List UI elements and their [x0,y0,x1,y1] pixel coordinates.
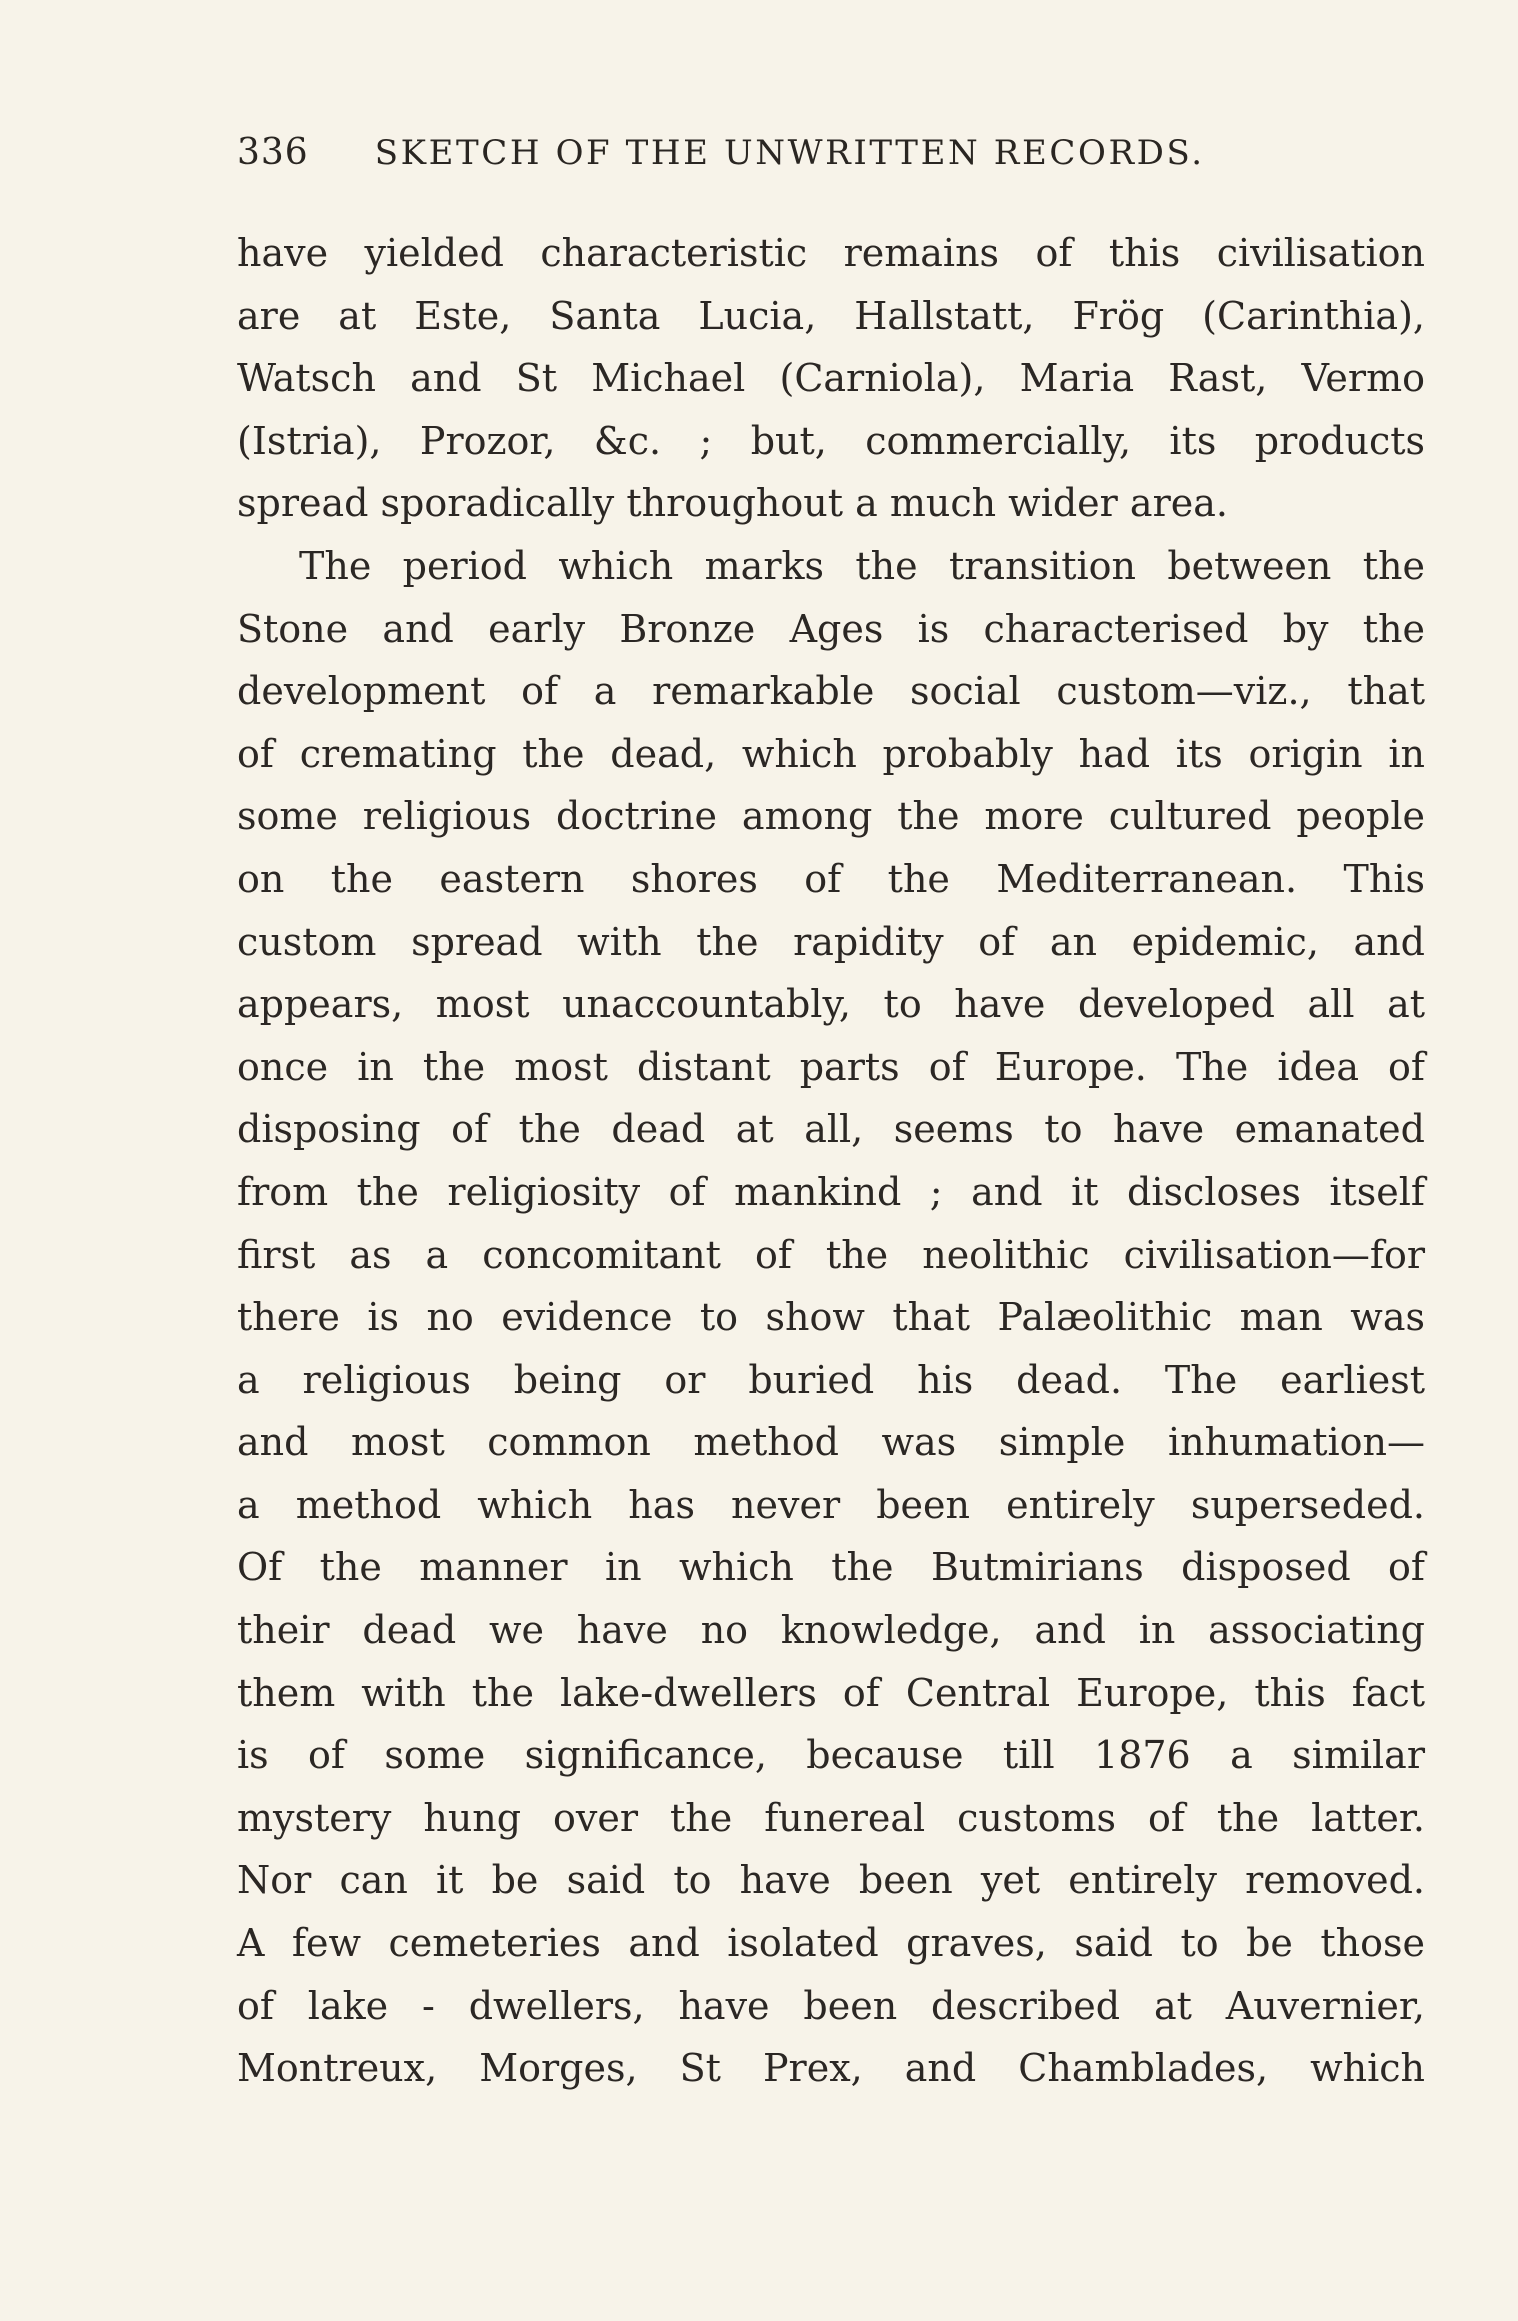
text-line: once in the most distant parts of Europe. The idea of [237,1044,1425,1089]
running-header [237,132,1417,192]
text-line: spread sporadically throughout a much wider area. [237,481,1228,526]
body-text [237,222,1425,2100]
text-line: have yielded characteristic remains of this civilisation [237,231,1425,275]
text-line: of cremating the dead, which probably had its origin in [237,731,1425,776]
text-line: Montreux, Morges, St Prex, and Chamblades, which [237,2046,1425,2091]
text-line: a method which has never been entirely superseded. [237,1482,1425,1527]
text-line: of lake - dwellers, have been described at Auvernier, [237,1983,1425,2028]
text-line: (Istria), Prozor, &c. ; but, commercially, its products [237,418,1425,463]
paragraph-start-line: The period which marks the transition between the [299,543,1425,588]
text-line: a religious being or buried his dead. The earliest [237,1357,1425,1402]
running-title: SKETCH OF THE UNWRITTEN RECORDS. [374,133,1205,173]
page-number: 336 [237,132,309,173]
text-line: their dead we have no knowledge, and in associating [237,1608,1425,1653]
text-line: on the eastern shores of the Mediterranean. This [237,856,1425,901]
text-line: some religious doctrine among the more cultured people [237,794,1425,839]
text-line: them with the lake-dwellers of Central Europe, this fact [237,1670,1425,1715]
text-line: and most common method was simple inhumation— [237,1420,1425,1465]
text-line: disposing of the dead at all, seems to have emanated [237,1107,1425,1152]
text-line: A few cemeteries and isolated graves, said to be those [237,1921,1425,1966]
text-line: Stone and early Bronze Ages is characterised by the [237,606,1425,651]
text-line: from the religiosity of mankind ; and it discloses itself [237,1169,1425,1214]
text-line: custom spread with the rapidity of an epidemic, and [237,919,1425,964]
text-line: are at Este, Santa Lucia, Hallstatt, Frög (Carinthia), [237,293,1425,338]
text-line: mystery hung over the funereal customs of the latter. [237,1795,1425,1840]
text-line: appears, most unaccountably, to have developed all at [237,982,1425,1027]
text-line: development of a remarkable social custom—viz., that [237,669,1425,714]
text-line: there is no evidence to show that Palæolithic man was [237,1295,1425,1340]
text-line: Nor can it be said to have been yet entirely removed. [237,1858,1425,1903]
text-line: is of some significance, because till 1876 a similar [237,1733,1425,1778]
text-line: Of the manner in which the Butmirians disposed of [237,1545,1425,1590]
text-line: Watsch and St Michael (Carniola), Maria Rast, Vermo [237,356,1425,401]
text-line: first as a concomitant of the neolithic civilisation—for [237,1232,1425,1277]
